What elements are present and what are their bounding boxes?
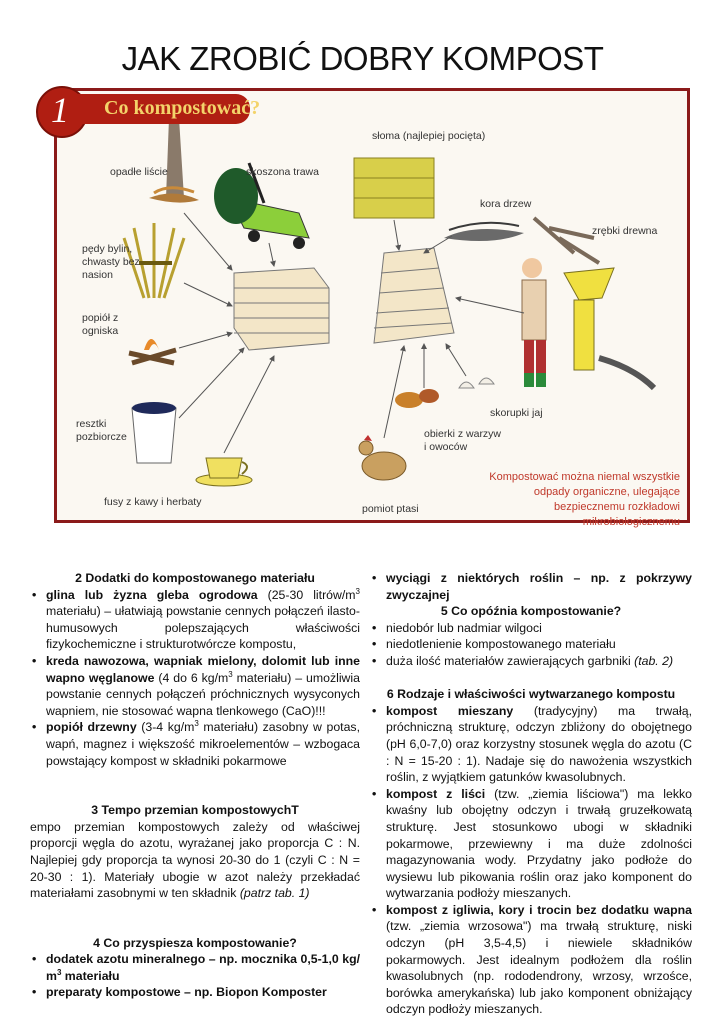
- label-wood-chips: zrębki drewna: [592, 225, 658, 237]
- label-bird-droppings: pomiot ptasi: [362, 503, 419, 515]
- s4-heading: 4 Co przyspiesza kompostowanie?: [93, 935, 297, 950]
- s5-list: [370, 620, 692, 670]
- s4-list: [30, 951, 360, 1001]
- campfire-icon: [129, 339, 176, 363]
- list-item: • dodatek azotu mineralnego – np. mocznika 0,5-1,0 kg/ $m^3$ materiału: [46, 951, 360, 984]
- compost-note: Kompostować można niemal wszystkie odpady organiczne, ulegające bezpiecznemu rozkładowi mikrobiologicznemu: [489, 471, 680, 528]
- list-item: • kreda nawozowa, wapniak mielony, dolomit lub inne wapno węglanowe (4 do 6 $kg/m^3$ materiału) – umożliwia powstanie cennych połączeń próchnicznych wysyconych wapniem, nie stosować wapna tlenkowego (CaO)!!!: [46, 653, 360, 719]
- label-coffee-tea: fusy z kawy i herbaty: [104, 496, 202, 508]
- section-heading: Co kompostować?: [104, 97, 261, 119]
- label-crop-residue: resztki pozbiorcze: [76, 418, 127, 443]
- label-straw: słoma (najlepiej pocięta): [372, 130, 486, 142]
- vegetable-peels-icon: [395, 389, 439, 408]
- s4b-list: [370, 570, 692, 603]
- page-title: JAK ZROBIĆ DOBRY KOMPOST: [121, 40, 604, 77]
- list-item: • wyciągi z niektórych roślin – np. z pokrzywy zwyczajnej: [386, 570, 692, 603]
- chicken-icon: [359, 435, 406, 480]
- label-grass: skoszona trawa: [246, 166, 319, 178]
- bucket-icon: [132, 402, 176, 463]
- list-item: • niedotlenienie kompostowanego materiału: [386, 636, 692, 653]
- compost-bin-hex-icon: [234, 268, 329, 350]
- straw-bale-icon: [354, 158, 434, 218]
- label-eggshells: skorupki jaj: [490, 407, 543, 419]
- s3-heading: 3 Tempo przemian kompostowychT: [91, 803, 299, 818]
- label-ash: popiół z ogniska: [82, 312, 119, 337]
- eggshells-icon: [459, 378, 494, 388]
- arrows: [179, 213, 524, 453]
- s5-heading: 5 Co opóźnia kompostowanie?: [440, 604, 622, 619]
- list-item: • popiół drzewny (3-4 $kg/m^3$ materiału) zasobny w potas, wapń, magnez i większość mikroelementów – wzbogaca powstający kompost w składniki pokarmowe: [46, 719, 360, 769]
- right-column: [370, 570, 692, 1018]
- label-bark: kora drzew: [480, 198, 532, 210]
- list-item: • preparaty kompostowe – np. Biopon Komposter: [46, 984, 360, 1001]
- s3-text: empo przemian kompostowych zależy od właściwej proporcji węgla do azotu, wyrażanej jako proporcja C : N. Najlepiej gdy proporcja ta wynosi 20-30 do 1 (czyli C : N = 20-30 : 1). Materiały ubogie w azot należy przekładać materiałami zasobnymi w ten składnik (patrz tab. 1): [30, 819, 360, 901]
- compost-bin-pyramid-icon: [374, 248, 454, 343]
- tree-icon: [149, 118, 199, 203]
- coffee-cup-icon: [196, 458, 252, 486]
- list-item: • niedobór lub nadmiar wilgoci: [386, 620, 692, 637]
- list-item: • kompost z liści (tzw. „ziemia liściowa") ma lekko kwaśny lub obojętny odczyn i trwałą gruzełkowatą strukturę. Jest stosunkowo ubogi w składniki pokarmowe, przewiewny i ma duże zdolności magazynowania wody. Przydatny jako podłoże do wysiewu lub pikowania roślin oraz jako komponent do wytwarzania podłoży mieszanych.: [386, 786, 692, 902]
- bark-icon: [444, 223, 524, 241]
- s6-list: [370, 703, 692, 1018]
- compost-illustration: [54, 88, 690, 523]
- list-item: • duża ilość materiałów zawierających garbniki (tab. 2): [386, 653, 692, 670]
- s2-list: [30, 587, 360, 770]
- label-peels: obierki z warzyw i owoców: [424, 428, 502, 453]
- label-leaves: opadłe liście: [110, 166, 168, 178]
- list-item: • kompost mieszany (tradycyjny) ma trwałą, próchniczną strukturę, odczyn zbliżony do obojętnego (pH 6,0-7,0) oraz korzystny stosunek węgla do azotu (C : N = 15-20 : 1). Nadaje się do nawożenia wszystkich roślin, z wyjątkiem gatunków kwasolubnych.: [386, 703, 692, 786]
- s6-heading: 6 Rodzaje i właściwości wytwarzanego kompostu: [386, 687, 676, 702]
- s2-heading: 2 Dodatki do kompostowanego materiału: [75, 571, 315, 585]
- left-column: [30, 570, 360, 1001]
- label-plant-shoots: pędy bylin, chwasty bez nasion: [82, 243, 140, 281]
- gardener-chipper-icon: [522, 218, 654, 388]
- list-item: • kompost z igliwia, kory i trocin bez dodatku wapna (tzw. „ziemia wrzosowa") ma trwałą strukturę, niski odczyn (pH 3,5-4,5) i niewiele składników pokarmowych. Jest idealnym podłożem dla roślin kwasolubnych (np. rododendrony, wrzosy, wrzośce, borówka amerykańska) lub jako komponent obniżający odczyn podłoży mieszanych.: [386, 902, 692, 1018]
- section-number: 1: [51, 90, 69, 130]
- list-item: • glina lub żyzna gleba ogrodowa (25-30 litrów/$m^3$ materiału) – ułatwiają powstanie cennych połączeń ilasto-humusowych polepszających właściwości fizykochemiczne i strukturotwórcze kompostu,: [46, 587, 360, 653]
